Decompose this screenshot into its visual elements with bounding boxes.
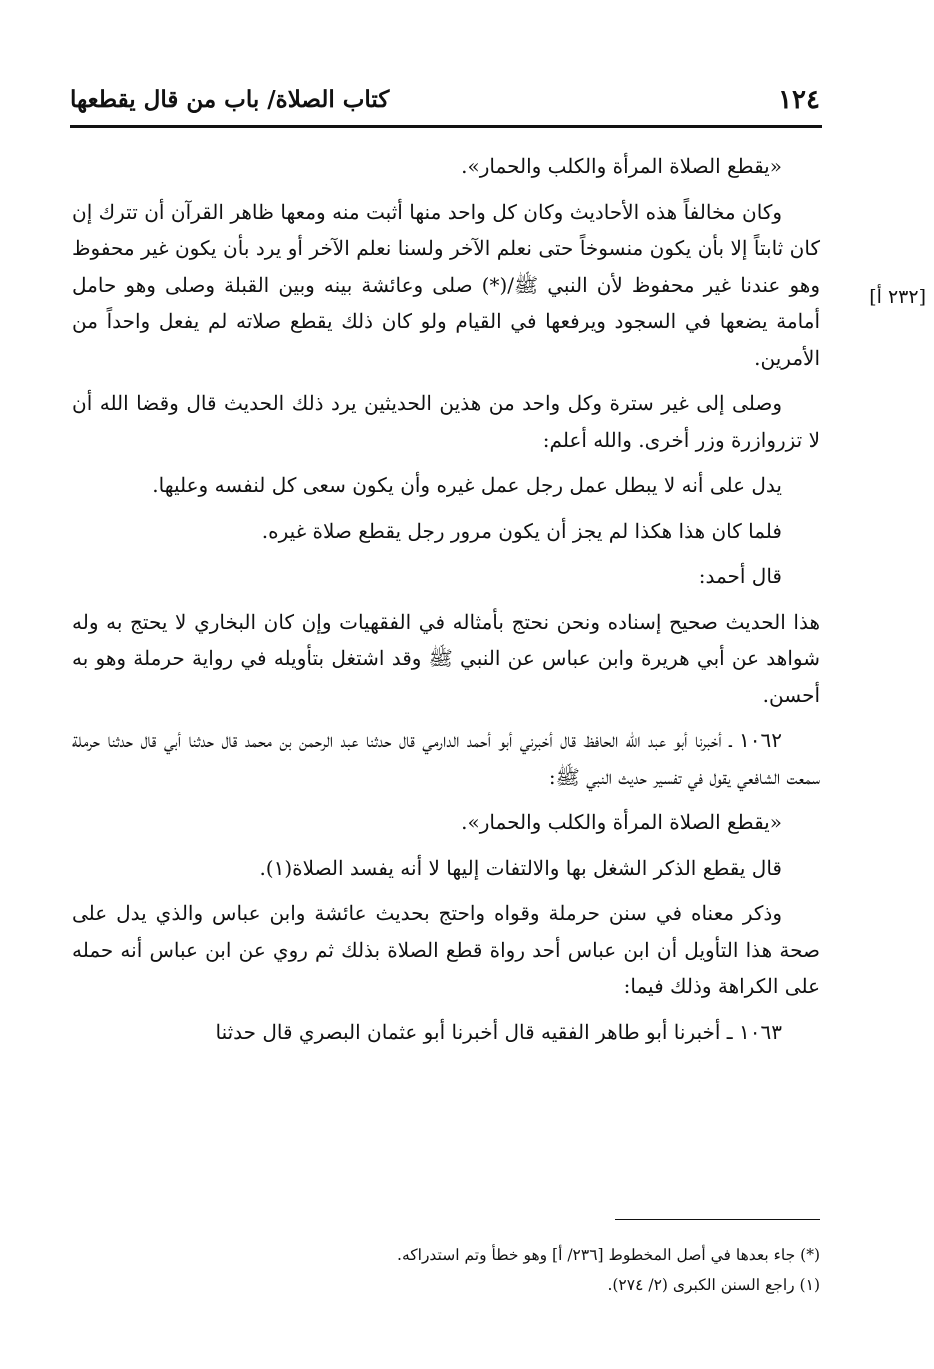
hadith-1062: ١٠٦٢ ـ أخبرنا أبو عبد الله الحافظ قال أخبرني أبو أحمد الدارمي قال حدثنا عبد الرحمن بن محمد قال حدثنا أبي قال حدثنا حرملة سمعت الشافعي يقول في تفسير حديث النبي ﷺ: bbox=[72, 728, 820, 789]
paragraph-5: فلما كان هذا هكذا لم يجز أن يكون مرور رجل يقطع صلاة غيره. bbox=[261, 518, 782, 543]
main-text bbox=[72, 148, 820, 1059]
paragraph-10: قال يقطع الذكر الشغل بها والالتفات إليها لا أنه يفسد الصلاة(١). bbox=[259, 855, 782, 880]
paragraph-quote-2: «يقطع الصلاة المرأة والكلب والحمار». bbox=[461, 810, 782, 834]
paragraph-4: يدل على أنه لا يبطل عمل رجل عمل غيره وأن يكون سعى كل لنفسه وعليها. bbox=[152, 473, 782, 497]
footnotes bbox=[72, 1240, 820, 1300]
manuscript-folio-marker: [٢٣٢ أ] bbox=[869, 286, 926, 308]
paragraph-6: قال أحمد: bbox=[698, 564, 782, 588]
paragraph-2: وكان مخالفاً هذه الأحاديث وكان كل واحد منها أثبت منه ومعها ظاهر القرآن أن تترك إن كان ثابتاً إلا بأن يكون منسوخاً حتى نعلم الآخر ولسنا نعلم الآخر أو يرد بأن يكون غير محفوظ وهو عندنا غير محفوظ لأن النبي ﷺ/(*) صلى وعائشة بينه وبين القبلة وصلى وهو حامل أمامة يضعها في السجود ويرفعها في القيام ولو كان ذلك يقطع صلاته لم يفعل واحداً من الأمرين. bbox=[72, 199, 821, 370]
footnote-star: (*) جاء بعدها في أصل المخطوط [٢٣٦/ أ] وهو خطأ وتم استدراكه. bbox=[397, 1246, 820, 1264]
paragraph-11: وذكر معناه في سنن حرملة وقواه واحتج بحديث عائشة وابن عباس والذي يدل على صحة هذا التأويل أن ابن عباس أحد رواة قطع الصلاة بذلك ثم روي عن ابن عباس أنه حمله على الكراهة وذلك فيما: bbox=[72, 901, 820, 998]
page-header bbox=[70, 80, 820, 124]
hadith-1063: ١٠٦٣ ـ أخبرنا أبو طاهر الفقيه قال أخبرنا أبو عثمان البصري قال حدثنا bbox=[215, 1019, 782, 1044]
header-rule bbox=[70, 125, 822, 128]
page-number: ١٢٤ bbox=[778, 85, 820, 115]
paragraph-quote-1: «يقطع الصلاة المرأة والكلب والحمار». bbox=[461, 154, 782, 178]
footnote-rule bbox=[615, 1219, 820, 1220]
paragraph-3: وصلى إلى غير سترة وكل واحد من هذين الحديثين يرد ذلك الحديث قال وقضا الله أن لا تزروازرة وزر أخرى. والله أعلم: bbox=[72, 391, 820, 452]
paragraph-7: هذا الحديث صحيح إسناده ونحن نحتج بأمثاله في الفقهيات وإن كان البخاري لا يحتج به وله شواهد عن أبي هريرة وابن عباس عن النبي ﷺ وقد اشتغل بتأويله في رواية حرملة وهو به أحسن. bbox=[72, 609, 820, 707]
running-title: كتاب الصلاة/ باب من قال يقطعها bbox=[70, 86, 390, 113]
footnote-1: (١) راجع السنن الكبرى (٢/ ٢٧٤). bbox=[607, 1276, 820, 1294]
